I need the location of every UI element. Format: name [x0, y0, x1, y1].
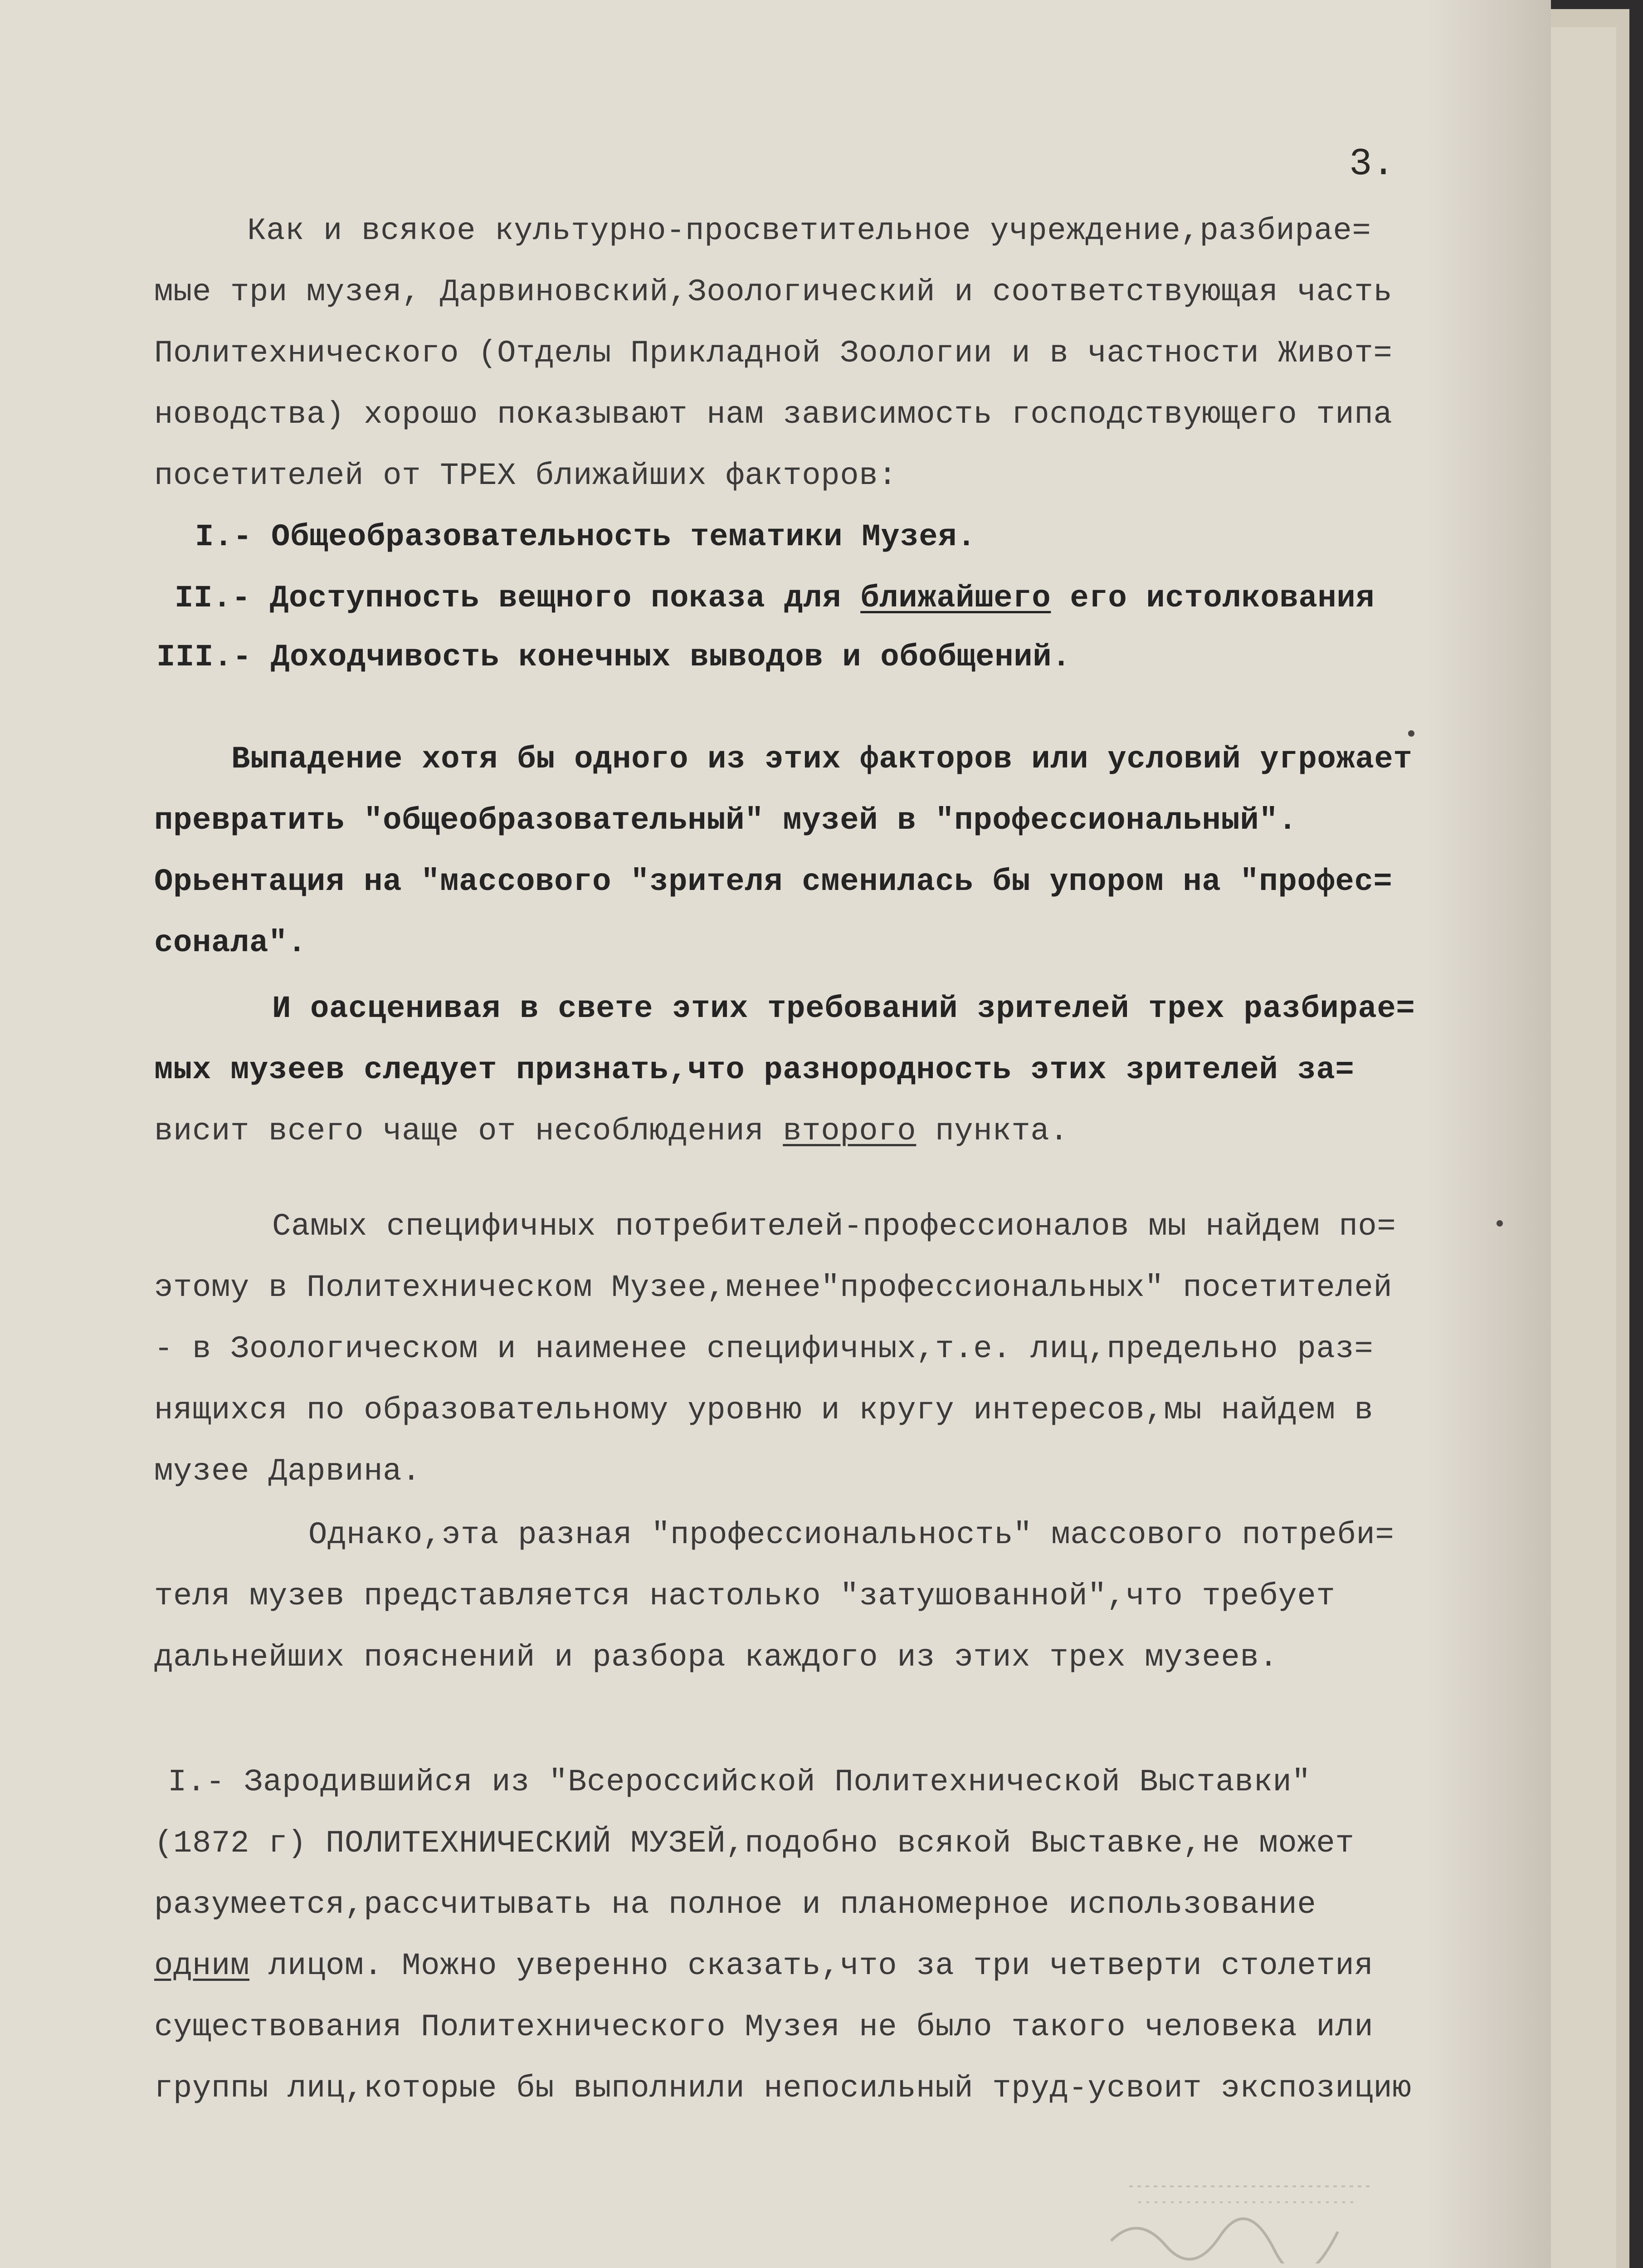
- p6-l3: разумеется,рассчитывать на полное и планомерное использование: [154, 1887, 1316, 1922]
- p6-l4-after: лицом. Можно уверенно сказать,что за три четверти столетия: [249, 1948, 1374, 1984]
- p4-l1: Самых специфичных потребителей-профессионалов мы найдем по=: [272, 1209, 1396, 1244]
- p5-l1: Однако,эта разная "профессиональность" массового потреби=: [308, 1517, 1394, 1553]
- faded-stamp-marks: [1102, 2159, 1392, 2263]
- p2-l2: превратить "общеобразовательный" музей в "профессиональный".: [154, 803, 1297, 838]
- p6-l5: существования Политехнического Музея не было такого человека или: [154, 2009, 1374, 2045]
- p1-l4: новодства) хорошо показывают нам зависимость господствующего типа: [154, 397, 1393, 432]
- p4-l3: - в Зоологическом и наименее специфичных,т.е. лиц,предельно раз=: [154, 1331, 1374, 1367]
- p2-l1: Выпадение хотя бы одного из этих факторов или условий угрожает: [231, 742, 1413, 777]
- p4-l2: этому в Политехническом Музее,менее"профессиональных" посетителей: [154, 1270, 1393, 1305]
- p1-l3: Политехнического (Отделы Прикладной Зоологии и в частности Живот=: [154, 336, 1393, 371]
- p4-l4: нящихся по образовательному уровню и кругу интересов,мы найдем в: [154, 1393, 1374, 1428]
- f2: [175, 581, 1375, 616]
- p5-l3: дальнейших пояснений и разбора каждого из этих трех музеев.: [154, 1640, 1278, 1675]
- p3-l3-underlined: второго: [783, 1114, 917, 1149]
- p1-l1: Как и всякое культурно-просветительное учреждение,разбирае=: [247, 213, 1371, 249]
- margin-mark: [1408, 730, 1414, 737]
- p4-l5: музее Дарвина.: [154, 1454, 421, 1489]
- p1-l2: мые три музея, Дарвиновский,Зоологический и соответствующая часть: [154, 274, 1393, 310]
- p6-l6: группы лиц,которые бы выполнили непосильный труд-усвоит экспозицию: [154, 2071, 1412, 2106]
- p6-l2: (1872 г) ПОЛИТЕХНИЧЕСКИЙ МУЗЕЙ,подобно всякой Выставке,не может: [154, 1826, 1355, 1861]
- p3-l1: И оасценивая в свете этих требований зрителей трех разбирае=: [272, 991, 1415, 1026]
- p3-l3-before: висит всего чаще от несоблюдения: [154, 1114, 783, 1149]
- p6-l4-underlined: одним: [154, 1948, 250, 1984]
- margin-mark: [1497, 1220, 1503, 1227]
- p1-l5: посетителей от ТРЕХ ближайших факторов:: [154, 458, 897, 494]
- p3-l3: [154, 1114, 1068, 1149]
- f1: I.- Общеобразовательность тематики Музея.: [195, 519, 976, 555]
- p6-l4: [154, 1948, 1373, 1984]
- p2-l4: сонала".: [154, 925, 307, 961]
- p2-l3: Орьентация на "массового "зрителя сменилась бы упором на "профес=: [154, 864, 1393, 899]
- f2-after: его истолкования: [1051, 581, 1375, 616]
- p5-l2: теля музев представляется настолько "затушованной",что требует: [154, 1579, 1336, 1614]
- f2-before: II.- Доступность вещного показа для: [175, 581, 861, 616]
- f3: III.- Доходчивость конечных выводов и обобщений.: [156, 640, 1071, 675]
- p3-l3-after: пункта.: [916, 1114, 1069, 1149]
- p6-l1: I.- Зародившийся из "Всероссийской Политехнической Выставки": [168, 1765, 1311, 1800]
- p3-l2: мых музеев следует признать,что разнородность этих зрителей за=: [154, 1052, 1355, 1088]
- page-number: 3.: [1349, 143, 1395, 186]
- f2-underlined: ближайшего: [860, 581, 1051, 616]
